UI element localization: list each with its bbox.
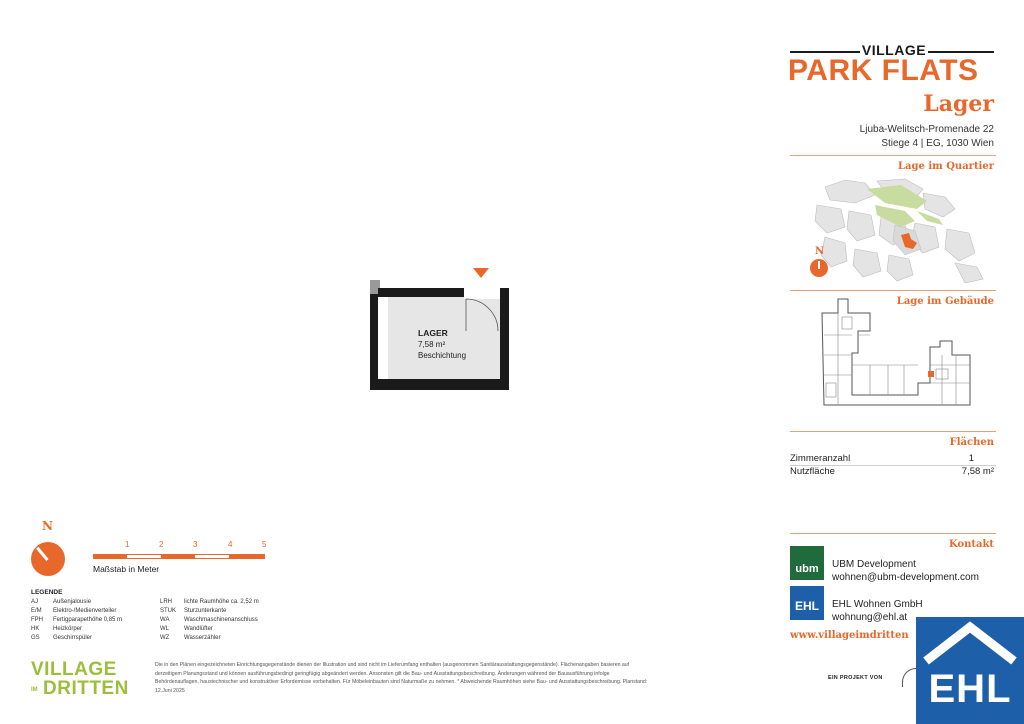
- divider: [790, 431, 996, 432]
- legend-code: WA: [160, 617, 170, 623]
- disclaimer-text: Die in den Plänen eingezeichneten Einrichtungsgegenstände dienen der Illustration und sind nicht im Lieferumfang enthalten (ausgenommen Sanitärausstattungsgegenstände). Flächenangaben basieren auf derzeitigem Planungsstand und können ausführungsbedingt geringfügig abgeändert werden. Ansonsten gilt die Bau- und Ausstattungsbeschreibung. Änderungen während der Bauausführung infolge Behördenauflagen, haustechnischer und konstruktiver Erfordernisse vorbehalten. Für Möbeleinbauten sind Naturmaße zu nehmen. * Abweichende Raumhöhen siehe Bau- und Ausstattungsbeschreibung. Planstand: 12.Juni 2025: [155, 662, 648, 694]
- room-name: LAGER: [418, 328, 448, 338]
- brand-park-flats: PARK FLATS: [788, 54, 979, 87]
- legend-code: LRH: [160, 599, 173, 605]
- ehl-brand-logo: [916, 617, 1024, 724]
- legend-text: Fertigparapethöhe 0,85 m: [53, 617, 123, 623]
- legend-code: STUK: [160, 608, 177, 614]
- scale-tick: 5: [262, 540, 267, 549]
- address-line-2: Stiege 4 | EG, 1030 Wien: [881, 138, 994, 149]
- section-title-quartier: Lage im Quartier: [898, 161, 994, 172]
- legend-code: AJ: [31, 599, 39, 605]
- village-im-dritten-logo: [31, 660, 131, 700]
- entrance-marker-icon: [473, 268, 489, 278]
- legend-text: Außenjalousie: [53, 599, 92, 605]
- legend-text: Wasserzähler: [184, 635, 221, 641]
- section-title-kontakt: Kontakt: [948, 539, 994, 550]
- building-floorplan: [818, 295, 974, 411]
- legend-text: Sturzunterkante: [184, 608, 227, 614]
- legend-code: WZ: [160, 635, 170, 641]
- divider: [790, 155, 996, 156]
- legend-code: GS: [31, 635, 40, 641]
- legend-title: LEGENDE: [31, 589, 63, 596]
- legend-text: Elektro-/Medienverteiler: [53, 608, 117, 614]
- legend-text: Wandlüfter: [184, 626, 213, 632]
- legend-code: E/M: [31, 608, 42, 614]
- legend-text: Waschmaschinenanschluss: [184, 617, 258, 623]
- scale-bar: [93, 554, 265, 559]
- brand-village: VILLAGE: [861, 42, 927, 58]
- wall: [370, 379, 509, 390]
- north-label: N: [42, 519, 53, 533]
- section-title-gebaeude: Lage im Gebäude: [896, 296, 994, 307]
- ehl-email[interactable]: wohnung@ehl.at: [832, 612, 908, 623]
- footer-logo-line2: DRITTEN: [43, 678, 129, 699]
- quartier-north-label: N: [815, 246, 825, 257]
- legend-text: lichte Raumhöhe ca. 2,52 m: [184, 599, 259, 605]
- scale-tick: 4: [228, 540, 233, 549]
- legend-text: Geschirrspüler: [53, 635, 93, 641]
- scale-tick: 3: [193, 540, 198, 549]
- building-plan-illustration: [818, 295, 974, 411]
- ehl-brand-text: EHL: [928, 667, 1012, 711]
- scale-caption: Maßstab in Meter: [93, 564, 160, 574]
- footer-logo-small: IM: [31, 687, 38, 693]
- ubm-email[interactable]: wohnen@ubm-development.com: [832, 572, 979, 583]
- ehl-name: EHL Wohnen GmbH: [832, 599, 923, 610]
- divider: [790, 533, 996, 534]
- quartier-map: [805, 175, 995, 285]
- legend-text: Heizkörper: [53, 626, 83, 632]
- unit-type-title: Lager: [923, 91, 994, 117]
- brand-header: [788, 40, 996, 150]
- door-swing: [464, 286, 504, 332]
- site-map-illustration: [805, 175, 995, 285]
- scale-tick: 1: [125, 540, 130, 549]
- ubm-logo-text: ubm: [795, 563, 819, 575]
- ubm-logo: [790, 546, 824, 580]
- brand-rule-right: [928, 51, 994, 53]
- legend-code: FPH: [31, 617, 43, 623]
- wall: [378, 288, 466, 297]
- quartier-compass-icon: [810, 259, 828, 277]
- unit-building-marker: [928, 371, 934, 377]
- flaechen-row-value: 7,58 m²: [961, 466, 994, 477]
- ehl-logo-small-text: EHL: [795, 599, 819, 613]
- section-title-flaechen: Flächen: [949, 437, 994, 448]
- ein-projekt-von: EIN PROJEKT VON: [828, 675, 883, 681]
- compass-icon: [31, 542, 65, 576]
- ehl-logo-small: [790, 586, 824, 620]
- website-link[interactable]: www.villageimdritten: [790, 630, 909, 641]
- wall: [370, 280, 378, 390]
- scale-tick: 2: [159, 540, 164, 549]
- flaechen-row-value: 1: [968, 453, 974, 464]
- room-area: 7,58 m²: [418, 340, 446, 349]
- divider: [790, 290, 996, 291]
- footer-logo-line1: VILLAGE: [31, 659, 117, 680]
- legend-code: WL: [160, 626, 169, 632]
- legend-code: HK: [31, 626, 40, 632]
- brand-rule-left: [790, 51, 860, 53]
- flaechen-row-label: Zimmeranzahl: [790, 453, 851, 464]
- floor-plan: [370, 280, 510, 390]
- address-line-1: Ljuba-Welitsch-Promenade 22: [859, 124, 994, 135]
- room-note: Beschichtung: [418, 351, 467, 360]
- ubm-name: UBM Development: [832, 559, 916, 570]
- flaechen-row-label: Nutzfläche: [790, 466, 835, 477]
